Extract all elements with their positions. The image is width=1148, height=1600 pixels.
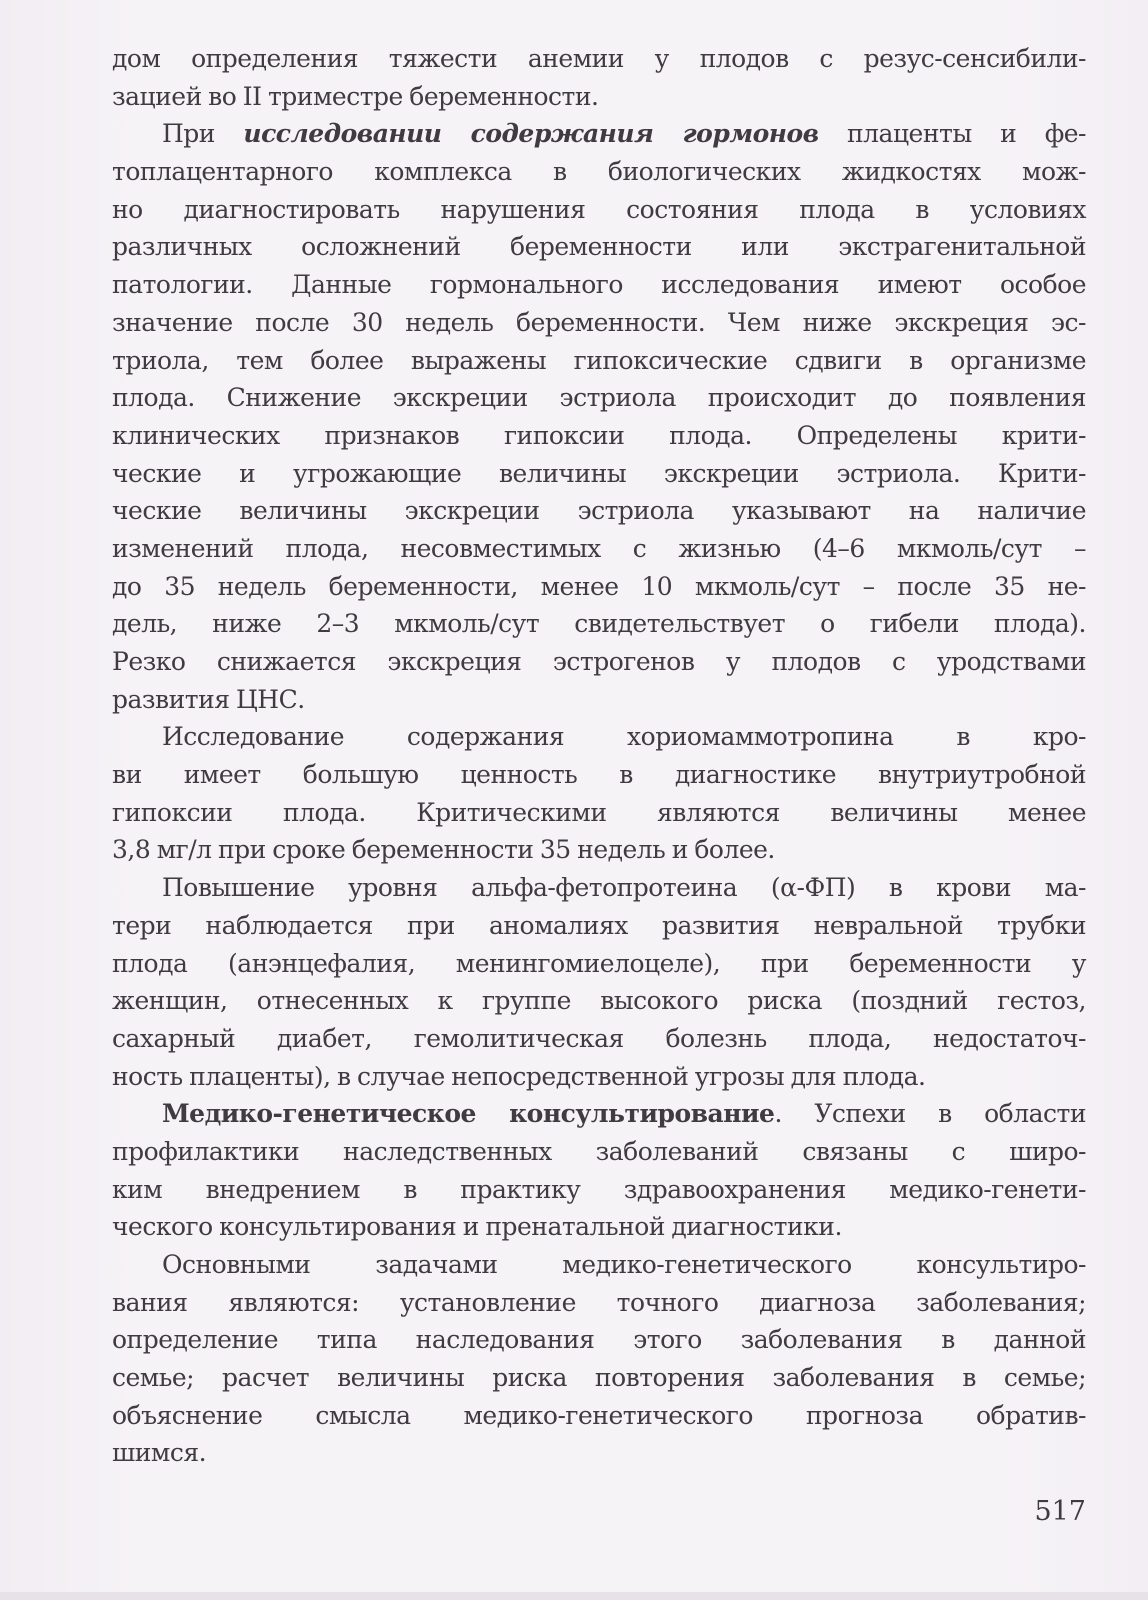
emphasized-term: Медико-генетическое консультирование <box>162 1099 775 1129</box>
text-line <box>112 794 1086 832</box>
paragraph <box>112 1246 1086 1472</box>
text-segment: зацией во II триместре беременности. <box>112 81 599 111</box>
text-segment: Основными задачами медико-генетического консультиро- <box>162 1250 1086 1279</box>
text-segment: женщин, отнесенных к группе высокого риска (поздний гестоз, <box>112 986 1086 1016</box>
text-segment: вания являются: установление точного диагноза заболевания; <box>112 1287 1086 1317</box>
text-segment: ческого консультирования и пренатальной диагностики. <box>112 1212 842 1242</box>
text-segment: семье; расчет величины риска повторения заболевания в семье; <box>112 1363 1086 1393</box>
text-segment: гипоксии плода. Критическими являются величины менее <box>112 797 1086 827</box>
text-line <box>112 831 1086 869</box>
text-line <box>112 1434 1086 1472</box>
text-segment: шимся. <box>112 1438 207 1468</box>
text-line <box>112 266 1086 304</box>
text-line <box>112 1397 1086 1435</box>
paragraph <box>112 115 1086 718</box>
text-line <box>112 1208 1086 1246</box>
text-segment: объяснение смысла медико-генетического прогноза обратив- <box>112 1400 1086 1430</box>
text-segment: дель, ниже 2–3 мкмоль/сут свидетельствует о гибели плода). <box>112 609 1086 639</box>
emphasized-term: исследовании содержания гормонов <box>243 119 819 149</box>
text-line <box>112 756 1086 794</box>
text-segment: топлацентарного комплекса в биологических жидкостях мож- <box>112 157 1086 187</box>
text-segment: триола, тем более выражены гипоксические сдвиги в организме <box>112 345 1086 375</box>
text-line <box>112 982 1086 1020</box>
text-line <box>112 1095 1086 1133</box>
text-segment: Исследование содержания хориомаммотропина в кро- <box>162 722 1086 752</box>
text-line <box>112 1058 1086 1096</box>
text-line <box>112 681 1086 719</box>
paragraph <box>112 869 1086 1095</box>
text-line <box>112 945 1086 983</box>
text-segment: ческие величины экскреции эстриола указывают на наличие <box>112 496 1086 526</box>
text-line <box>112 1133 1086 1171</box>
text-segment: определение типа наследования этого заболевания в данной <box>112 1325 1086 1355</box>
text-line <box>112 1321 1086 1359</box>
paragraph <box>112 718 1086 869</box>
text-line <box>112 869 1086 907</box>
text-line <box>112 605 1086 643</box>
text-segment: изменений плода, несовместимых с жизнью (4–6 мкмоль/сут – <box>112 533 1086 563</box>
paragraph <box>112 1095 1086 1246</box>
text-segment: ческие и угрожающие величины экскреции эстриола. Крити- <box>112 458 1086 488</box>
text-line <box>112 643 1086 681</box>
text-line <box>112 455 1086 493</box>
text-segment: плода (анэнцефалия, менингомиелоцеле), при беременности у <box>112 948 1086 978</box>
text-line <box>112 568 1086 606</box>
text-segment: до 35 недель беременности, менее 10 мкмоль/сут – после 35 не- <box>112 571 1086 601</box>
text-segment: При <box>162 119 244 149</box>
text-line <box>112 907 1086 945</box>
text-segment: профилактики наследственных заболеваний связаны с широ- <box>112 1136 1086 1166</box>
paragraph <box>112 40 1086 115</box>
text-segment: . Успехи в области <box>774 1099 1086 1129</box>
text-line <box>112 1246 1086 1284</box>
text-segment: сахарный диабет, гемолитическая болезнь плода, недостаточ- <box>112 1023 1086 1053</box>
text-segment: ность плаценты), в случае непосредственной угрозы для плода. <box>112 1061 926 1091</box>
text-line <box>112 342 1086 380</box>
text-segment: ким внедрением в практику здравоохранения медико-генети- <box>112 1174 1086 1204</box>
text-line <box>112 304 1086 342</box>
text-segment: различных осложнений беременности или экстрагенитальной <box>112 232 1086 262</box>
text-line <box>112 1359 1086 1397</box>
text-segment: но диагностировать нарушения состояния плода в условиях <box>112 194 1086 224</box>
text-segment: клинических признаков гипоксии плода. Определены крити- <box>112 420 1086 450</box>
text-segment: 3,8 мг/л при сроке беременности 35 недель и более. <box>112 835 775 865</box>
text-segment: ви имеет большую ценность в диагностике внутриутробной <box>112 760 1086 790</box>
text-segment: развития ЦНС. <box>112 684 305 714</box>
text-segment: Повышение уровня альфа-фетопротеина (α-ФП) в крови ма- <box>162 873 1086 903</box>
text-line <box>112 530 1086 568</box>
text-segment: Резко снижается экскреция эстрогенов у плодов с уродствами <box>112 647 1086 676</box>
text-line <box>112 191 1086 229</box>
text-line <box>112 153 1086 191</box>
text-segment: тери наблюдается при аномалиях развития невральной трубки <box>112 910 1086 940</box>
text-segment: значение после 30 недель беременности. Чем ниже экскреция эс- <box>112 307 1086 337</box>
text-segment: дом определения тяжести анемии у плодов с резус-сенсибили- <box>112 44 1086 73</box>
text-line <box>112 492 1086 530</box>
text-line <box>112 115 1086 153</box>
text-line <box>112 718 1086 756</box>
text-line <box>112 417 1086 455</box>
text-segment: плаценты и фе- <box>818 119 1087 149</box>
text-segment: патологии. Данные гормонального исследования имеют особое <box>112 270 1086 300</box>
text-line <box>112 1171 1086 1209</box>
text-line <box>112 1020 1086 1058</box>
text-segment: плода. Снижение экскреции эстриола происходит до появления <box>112 383 1086 413</box>
page-body-text <box>112 40 1086 1472</box>
text-line <box>112 78 1086 116</box>
text-line <box>112 40 1086 78</box>
page-bottom-edge <box>0 1592 1148 1600</box>
page-number: 517 <box>1034 1496 1086 1527</box>
text-line <box>112 379 1086 417</box>
text-line <box>112 1284 1086 1322</box>
text-line <box>112 228 1086 266</box>
